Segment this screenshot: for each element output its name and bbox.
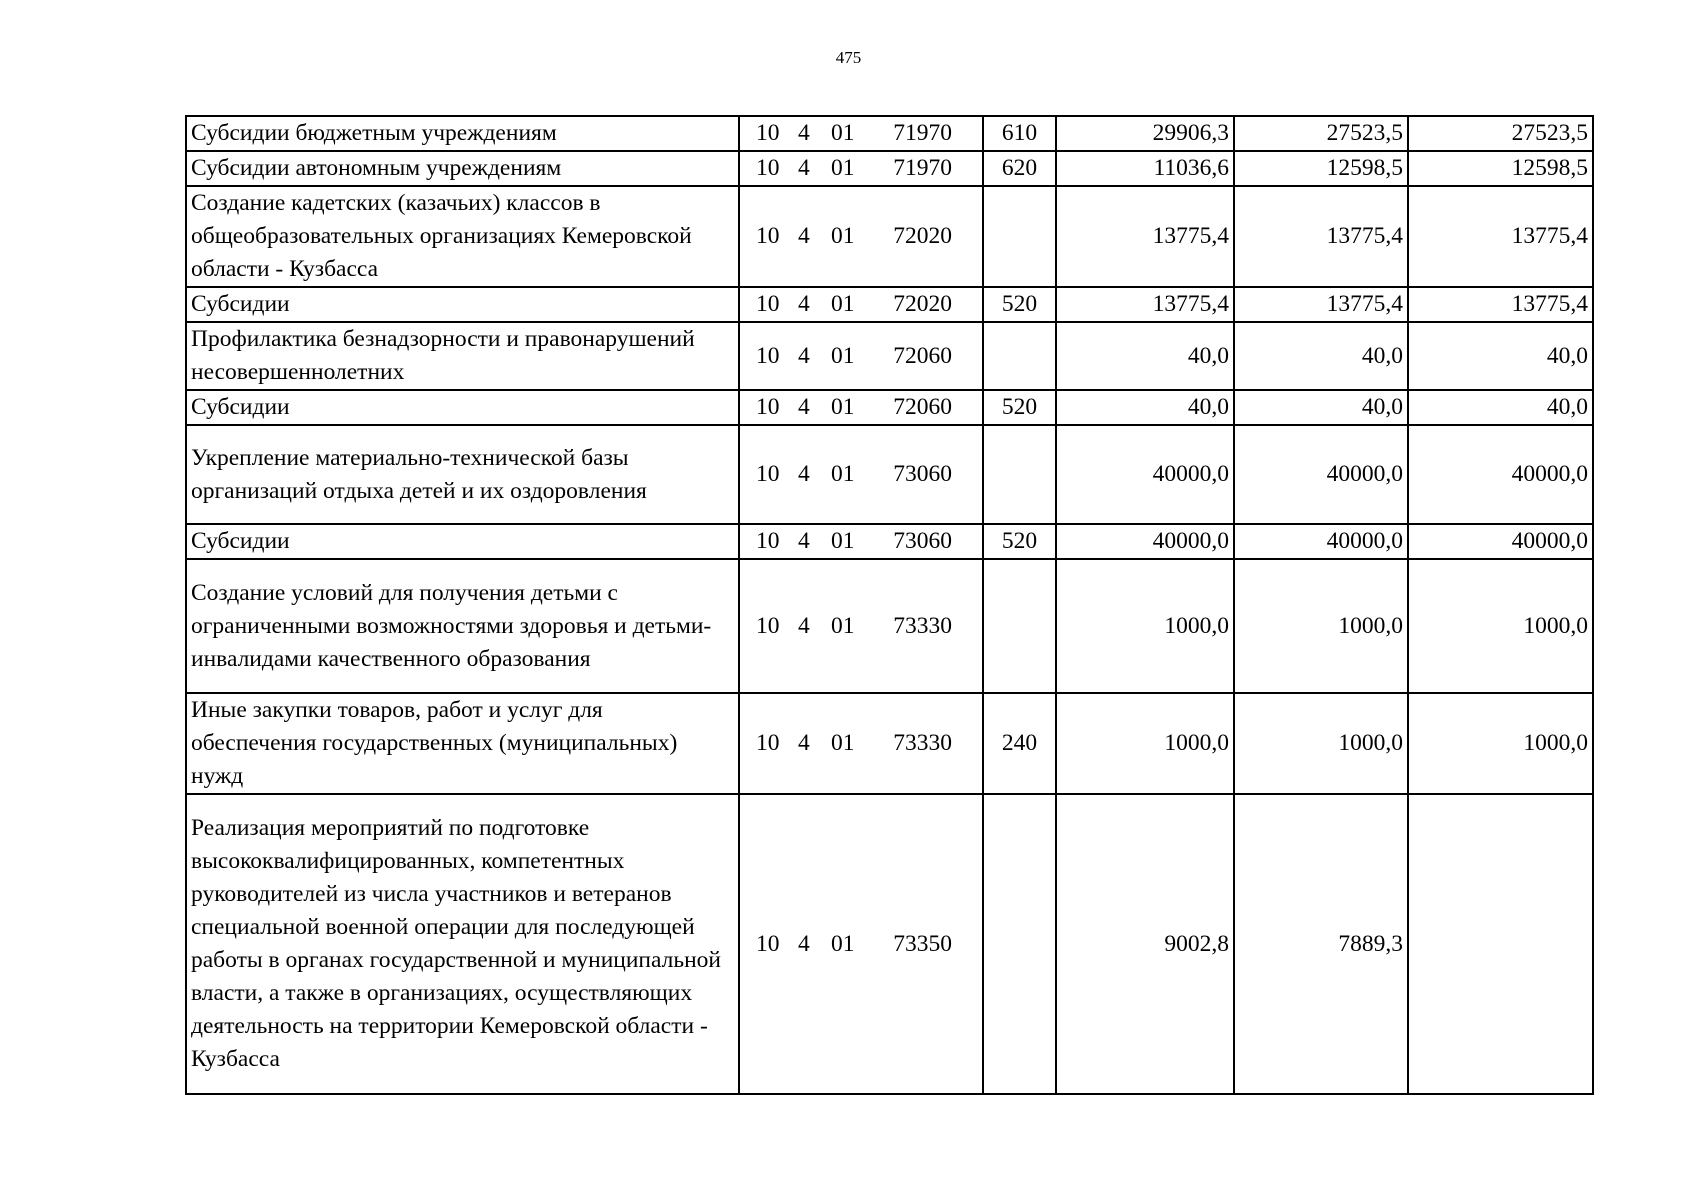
row-codes-cell xyxy=(739,425,983,524)
expense-type-cell: 620 xyxy=(983,151,1056,186)
amount-year-1-cell: 40000,0 xyxy=(1056,425,1234,524)
target-article-code: 73060 xyxy=(893,461,952,487)
table-row xyxy=(186,186,1593,287)
target-article-code: 73330 xyxy=(893,730,952,756)
table-row xyxy=(186,559,1593,693)
row-codes-cell xyxy=(739,186,983,287)
section-code: 10 xyxy=(756,223,780,249)
table-row xyxy=(186,151,1593,186)
expense-type-cell: 520 xyxy=(983,524,1056,559)
expense-type-cell: 520 xyxy=(983,287,1056,322)
program-code: 01 xyxy=(831,528,855,554)
expense-type-cell: 240 xyxy=(983,693,1056,794)
subsection-code: 4 xyxy=(798,291,810,317)
amount-year-3-cell: 40,0 xyxy=(1408,390,1593,425)
program-code: 01 xyxy=(831,342,855,369)
program-code: 01 xyxy=(831,291,855,317)
amount-year-1-cell: 40,0 xyxy=(1056,322,1234,390)
expense-type-cell xyxy=(983,425,1056,524)
row-codes-cell xyxy=(739,693,983,794)
program-code: 01 xyxy=(831,155,855,181)
amount-year-1-cell: 13775,4 xyxy=(1056,186,1234,287)
amount-year-1-cell: 1000,0 xyxy=(1056,559,1234,693)
subsection-code: 4 xyxy=(798,120,810,146)
row-codes-cell xyxy=(739,559,983,693)
budget-table-body xyxy=(186,116,1593,1094)
program-code: 01 xyxy=(831,394,855,420)
target-article-code: 73060 xyxy=(893,528,952,554)
amount-year-2-cell: 7889,3 xyxy=(1234,794,1408,1094)
amount-year-2-cell: 13775,4 xyxy=(1234,287,1408,322)
row-name-cell: Создание кадетских (казачьих) классов в общеобразовательных организациях Кемеровской области - Кузбасса xyxy=(186,186,739,287)
subsection-code: 4 xyxy=(798,461,810,487)
section-code: 10 xyxy=(756,394,780,420)
amount-year-3-cell: 40,0 xyxy=(1408,322,1593,390)
section-code: 10 xyxy=(756,342,780,369)
section-code: 10 xyxy=(756,612,780,639)
amount-year-1-cell: 11036,6 xyxy=(1056,151,1234,186)
target-article-code: 72020 xyxy=(893,291,952,317)
amount-year-2-cell: 1000,0 xyxy=(1234,559,1408,693)
row-name-cell: Укрепление материально-технической базы организаций отдыха детей и их оздоровления xyxy=(186,425,739,524)
subsection-code: 4 xyxy=(798,930,810,957)
program-code: 01 xyxy=(831,461,855,487)
table-row xyxy=(186,390,1593,425)
row-codes-cell xyxy=(739,287,983,322)
section-code: 10 xyxy=(756,730,780,756)
target-article-code: 71970 xyxy=(893,120,952,146)
program-code: 01 xyxy=(831,930,855,957)
row-codes-cell xyxy=(739,322,983,390)
row-name-cell: Реализация мероприятий по подготовке высококвалифицированных, компетентных руководителей из числа участников и ветеранов специальной военной операции для последующей работы в органах государственной и муниципальной власти, а также в организациях, осуществляющих деятельность на территории Кемеровской области - Кузбасса xyxy=(186,794,739,1094)
amount-year-3-cell: 13775,4 xyxy=(1408,287,1593,322)
expense-type-cell xyxy=(983,186,1056,287)
subsection-code: 4 xyxy=(798,394,810,420)
amount-year-1-cell: 1000,0 xyxy=(1056,693,1234,794)
row-codes-cell xyxy=(739,794,983,1094)
amount-year-2-cell: 40,0 xyxy=(1234,390,1408,425)
section-code: 10 xyxy=(756,461,780,487)
budget-table xyxy=(185,115,1594,1095)
table-row xyxy=(186,693,1593,794)
amount-year-1-cell: 9002,8 xyxy=(1056,794,1234,1094)
row-codes-cell xyxy=(739,390,983,425)
expense-type-cell xyxy=(983,322,1056,390)
amount-year-2-cell: 40000,0 xyxy=(1234,425,1408,524)
target-article-code: 72060 xyxy=(893,394,952,420)
row-name-cell: Субсидии автономным учреждениям xyxy=(186,151,739,186)
row-name-cell: Создание условий для получения детьми с ограниченными возможностями здоровья и детьми-инвалидами качественного образования xyxy=(186,559,739,693)
section-code: 10 xyxy=(756,528,780,554)
subsection-code: 4 xyxy=(798,342,810,369)
amount-year-1-cell: 40,0 xyxy=(1056,390,1234,425)
subsection-code: 4 xyxy=(798,612,810,639)
row-name-cell: Субсидии бюджетным учреждениям xyxy=(186,116,739,151)
row-codes-cell xyxy=(739,524,983,559)
amount-year-3-cell: 1000,0 xyxy=(1408,559,1593,693)
row-codes-cell xyxy=(739,116,983,151)
program-code: 01 xyxy=(831,223,855,249)
row-name-cell: Субсидии xyxy=(186,390,739,425)
amount-year-3-cell: 13775,4 xyxy=(1408,186,1593,287)
program-code: 01 xyxy=(831,612,855,639)
row-name-cell: Субсидии xyxy=(186,524,739,559)
expense-type-cell xyxy=(983,794,1056,1094)
amount-year-1-cell: 29906,3 xyxy=(1056,116,1234,151)
target-article-code: 72020 xyxy=(893,223,952,249)
table-row xyxy=(186,425,1593,524)
target-article-code: 73330 xyxy=(893,612,952,639)
section-code: 10 xyxy=(756,291,780,317)
table-row xyxy=(186,524,1593,559)
row-name-cell: Профилактика безнадзорности и правонарушений несовершеннолетних xyxy=(186,322,739,390)
expense-type-cell: 610 xyxy=(983,116,1056,151)
amount-year-1-cell: 40000,0 xyxy=(1056,524,1234,559)
table-row xyxy=(186,794,1593,1094)
program-code: 01 xyxy=(831,730,855,756)
amount-year-3-cell: 12598,5 xyxy=(1408,151,1593,186)
amount-year-1-cell: 13775,4 xyxy=(1056,287,1234,322)
table-row xyxy=(186,287,1593,322)
amount-year-2-cell: 1000,0 xyxy=(1234,693,1408,794)
amount-year-2-cell: 27523,5 xyxy=(1234,116,1408,151)
amount-year-3-cell: 40000,0 xyxy=(1408,425,1593,524)
subsection-code: 4 xyxy=(798,528,810,554)
amount-year-3-cell: 1000,0 xyxy=(1408,693,1593,794)
amount-year-3-cell xyxy=(1408,794,1593,1094)
subsection-code: 4 xyxy=(798,223,810,249)
row-name-cell: Субсидии xyxy=(186,287,739,322)
amount-year-3-cell: 40000,0 xyxy=(1408,524,1593,559)
amount-year-2-cell: 13775,4 xyxy=(1234,186,1408,287)
page-number: 475 xyxy=(835,48,862,67)
amount-year-2-cell: 40,0 xyxy=(1234,322,1408,390)
program-code: 01 xyxy=(831,120,855,146)
expense-type-cell: 520 xyxy=(983,390,1056,425)
table-row xyxy=(186,116,1593,151)
expense-type-cell xyxy=(983,559,1056,693)
row-codes-cell xyxy=(739,151,983,186)
target-article-code: 72060 xyxy=(893,342,952,369)
subsection-code: 4 xyxy=(798,730,810,756)
target-article-code: 73350 xyxy=(893,930,952,957)
row-name-cell: Иные закупки товаров, работ и услуг для обеспечения государственных (муниципальных) нужд xyxy=(186,693,739,794)
section-code: 10 xyxy=(756,930,780,957)
subsection-code: 4 xyxy=(798,155,810,181)
amount-year-2-cell: 12598,5 xyxy=(1234,151,1408,186)
target-article-code: 71970 xyxy=(893,155,952,181)
amount-year-2-cell: 40000,0 xyxy=(1234,524,1408,559)
section-code: 10 xyxy=(756,120,780,146)
section-code: 10 xyxy=(756,155,780,181)
table-row xyxy=(186,322,1593,390)
amount-year-3-cell: 27523,5 xyxy=(1408,116,1593,151)
